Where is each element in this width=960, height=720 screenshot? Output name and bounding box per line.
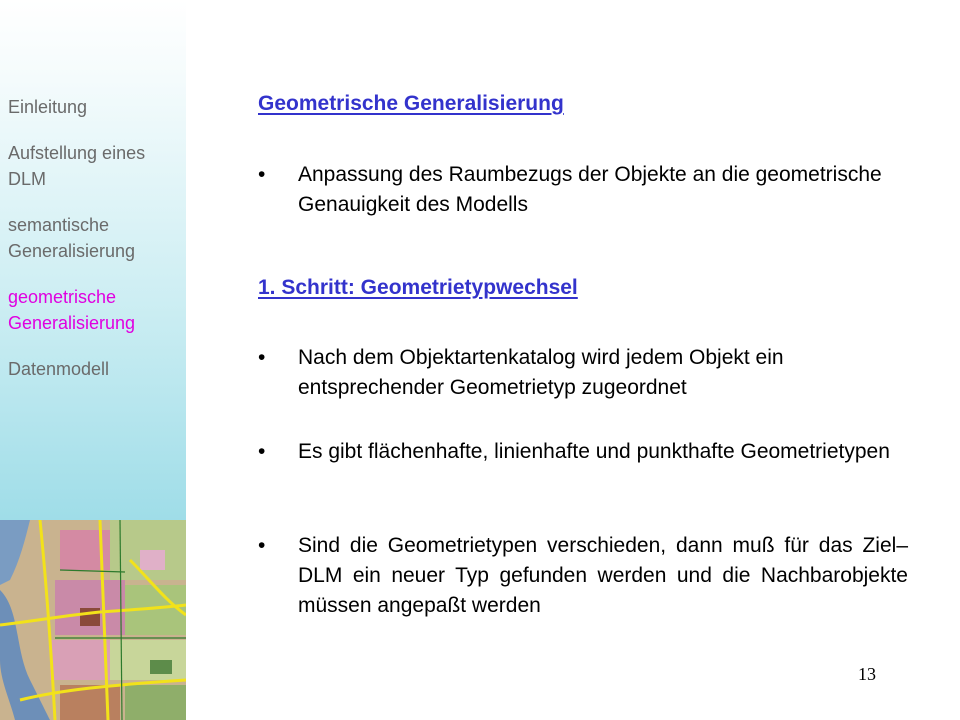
section-nav: [8, 94, 184, 402]
nav-item-geometrische-generalisierung[interactable]: geometrische Generalisierung: [8, 287, 136, 333]
bullet-text: Es gibt flächenhafte, linienhafte und punkthafte Geometrietypen: [298, 440, 890, 463]
bullet-item: [258, 531, 908, 623]
bullet-text: Anpassung des Raumbezugs der Objekte an die geometrische Genauigkeit des Modells: [298, 163, 882, 216]
nav-item-semantische-generalisierung[interactable]: semantische Generalisierung: [8, 215, 136, 261]
bullet-marker: •: [258, 346, 266, 369]
sidebar: [0, 0, 186, 720]
bullet-marker: •: [258, 440, 266, 463]
bullet-marker: •: [258, 163, 266, 186]
city-map-image: [0, 520, 186, 720]
bullet-marker: •: [258, 534, 266, 557]
bullet-item: [258, 437, 908, 499]
section-heading: Geometrische Generalisierung: [258, 92, 564, 115]
page-number: 13: [858, 664, 876, 684]
nav-item-datenmodell[interactable]: Datenmodell: [8, 359, 110, 379]
bullet-item: [258, 343, 908, 405]
nav-item-einleitung[interactable]: Einleitung: [8, 97, 88, 117]
step-heading: 1. Schritt: Geometrietypwechsel: [258, 276, 578, 299]
bullet-text: Nach dem Objektartenkatalog wird jedem Objekt ein entsprechender Geometrietyp zugeordnet: [298, 346, 784, 399]
nav-item-aufstellung[interactable]: Aufstellung eines DLM: [8, 143, 146, 189]
bullet-text: Sind die Geometrietypen verschieden, dann muß für das Ziel–DLM ein neuer Typ gefunden werden und die Nachbarobjekte müssen angepaßt werden: [298, 534, 908, 617]
bullet-item: [258, 160, 908, 222]
